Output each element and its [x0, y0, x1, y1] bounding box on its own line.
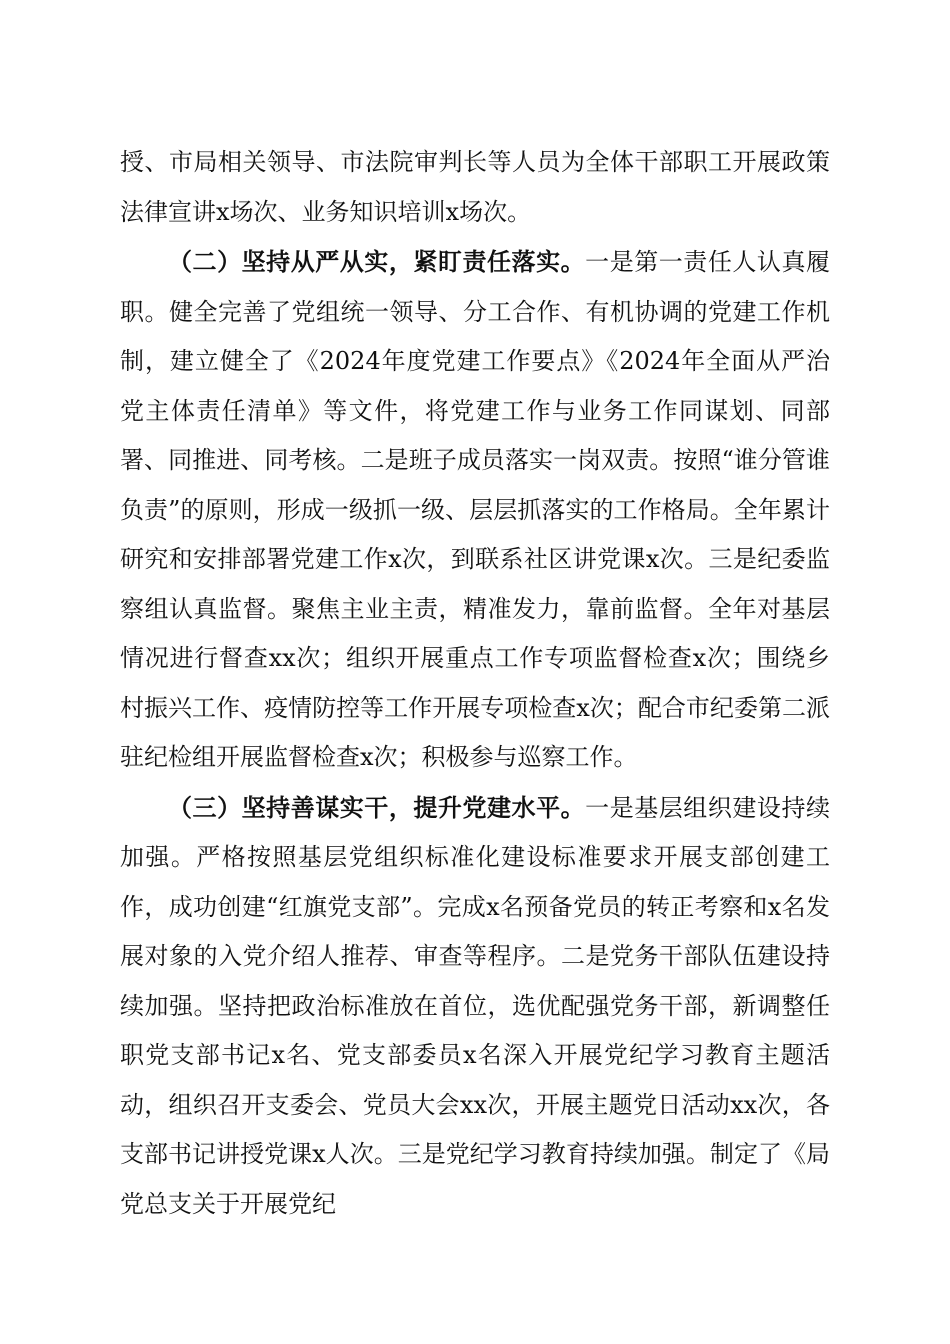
- paragraph-text: 一是基层组织建设持续加强。严格按照基层党组织标准化建设标准要求开展支部创建工作，成功创建“红旗党支部”。完成x名预备党员的转正考察和x名发展对象的入党介绍人推荐、审查等程序。二是党务干部队伍建设持续加强。坚持把政治标准放在首位，选优配强党务干部，新调整任职党支部书记x名、党支部委员x名深入开展党纪学习教育主题活动，组织召开支委会、党员大会xx次，开展主题党日活动xx次，各支部书记讲授党课x人次。三是党纪学习教育持续加强。制定了《局党总支关于开展党纪: [120, 793, 831, 1218]
- section-heading: （二）坚持从严从实，紧盯责任落实。: [168, 247, 586, 276]
- paragraph-section-2: [120, 237, 830, 783]
- paragraph-text: 授、市局相关领导、市法院审判长等人员为全体干部职工开展政策法律宣讲x场次、业务知识培训x场次。: [120, 148, 830, 226]
- document-body: [120, 138, 830, 1229]
- section-heading: （三）坚持善谋实干，提升党建水平。: [168, 792, 586, 822]
- paragraph-continuation: [120, 138, 830, 237]
- paragraph-text: 一是第一责任人认真履职。健全完善了党组统一领导、分工合作、有机协调的党建工作机制，建立健全了《2024年度党建工作要点》《2024年全面从严治党主体责任清单》等文件，将党建工作与业务工作同谋划、同部署、同推进、同考核。二是班子成员落实一岗双责。按照“谁分管谁负责”的原则，形成一级抓一级、层层抓落实的工作格局。全年累计研究和安排部署党建工作x次，到联系社区讲党课x次。三是纪委监察组认真监督。聚焦主业主责，精准发力，靠前监督。全年对基层情况进行督查xx次；组织开展重点工作专项监督检查x次；围绕乡村振兴工作、疫情防控等工作开展专项检查x次；配合市纪委第二派驻纪检组开展监督检查x次；积极参与巡察工作。: [120, 248, 831, 771]
- paragraph-section-3: [120, 783, 830, 1230]
